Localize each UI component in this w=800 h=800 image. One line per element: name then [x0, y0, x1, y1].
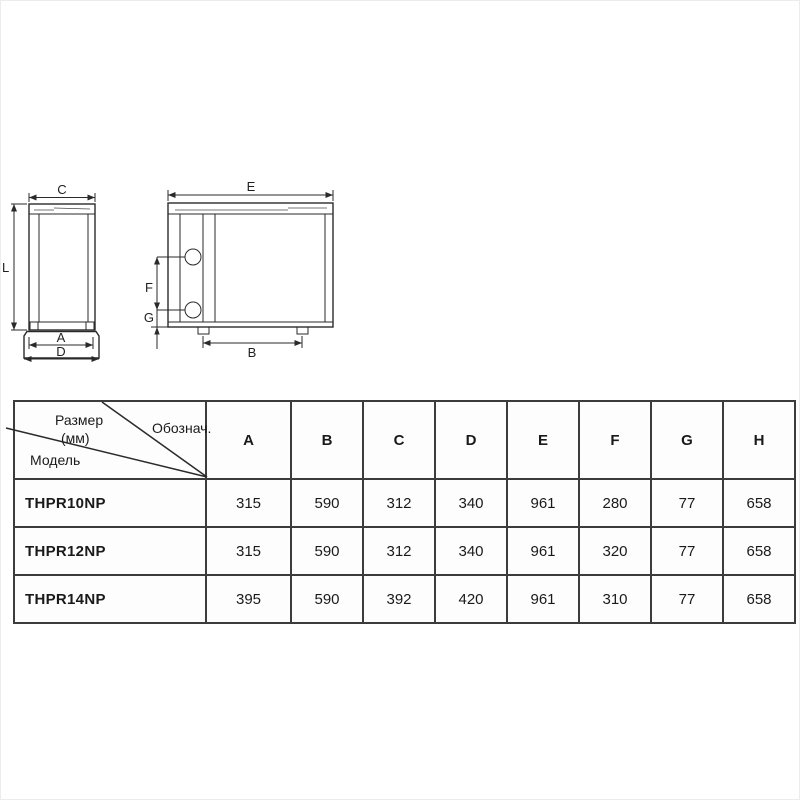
value-cell: 590: [291, 479, 363, 527]
model-name: THPR14NP: [14, 575, 206, 623]
column-header-c: C: [363, 401, 435, 479]
dim-label-c: C: [57, 182, 67, 197]
dim-label-e: E: [246, 179, 256, 194]
value-cell: 420: [435, 575, 507, 623]
value-cell: 961: [507, 527, 579, 575]
table-row: [14, 527, 795, 575]
value-cell: 392: [363, 575, 435, 623]
value-cell: 280: [579, 479, 651, 527]
corner-designation-label: Обознач.: [152, 420, 212, 436]
dimensions-table: [13, 400, 796, 624]
column-header-f: F: [579, 401, 651, 479]
table-header-row: [14, 401, 795, 479]
front-view: [144, 179, 333, 360]
model-name: THPR10NP: [14, 479, 206, 527]
pipe-connection-upper: [185, 249, 201, 265]
value-cell: 658: [723, 527, 795, 575]
table-row: [14, 575, 795, 623]
corner-unit-label: (мм): [61, 430, 90, 446]
value-cell: 658: [723, 575, 795, 623]
value-cell: 315: [206, 527, 291, 575]
dim-label-b: B: [247, 345, 257, 360]
model-name: THPR12NP: [14, 527, 206, 575]
value-cell: 77: [651, 527, 723, 575]
column-header-a: A: [206, 401, 291, 479]
dim-label-l: L: [2, 260, 10, 275]
dim-label-d: D: [56, 344, 66, 359]
value-cell: 312: [363, 527, 435, 575]
value-cell: 340: [435, 527, 507, 575]
dimension-drawings: [0, 0, 800, 395]
value-cell: 395: [206, 575, 291, 623]
side-view: [2, 182, 99, 359]
value-cell: 315: [206, 479, 291, 527]
value-cell: 77: [651, 479, 723, 527]
pipe-connection-lower: [185, 302, 201, 318]
value-cell: 961: [507, 575, 579, 623]
value-cell: 320: [579, 527, 651, 575]
table-corner-cell: [14, 401, 212, 479]
value-cell: 961: [507, 479, 579, 527]
value-cell: 310: [579, 575, 651, 623]
column-header-g: G: [651, 401, 723, 479]
column-header-b: B: [291, 401, 363, 479]
corner-model-label: Модель: [30, 452, 81, 468]
column-header-d: D: [435, 401, 507, 479]
dim-label-f: F: [145, 280, 153, 295]
value-cell: 658: [723, 479, 795, 527]
value-cell: 312: [363, 479, 435, 527]
corner-size-label: Размер: [55, 412, 104, 428]
dim-label-a: A: [56, 330, 66, 345]
value-cell: 340: [435, 479, 507, 527]
dim-label-g: G: [143, 310, 154, 325]
table-row: [14, 479, 795, 527]
value-cell: 590: [291, 575, 363, 623]
column-header-h: H: [723, 401, 795, 479]
value-cell: 77: [651, 575, 723, 623]
value-cell: 590: [291, 527, 363, 575]
column-header-e: E: [507, 401, 579, 479]
